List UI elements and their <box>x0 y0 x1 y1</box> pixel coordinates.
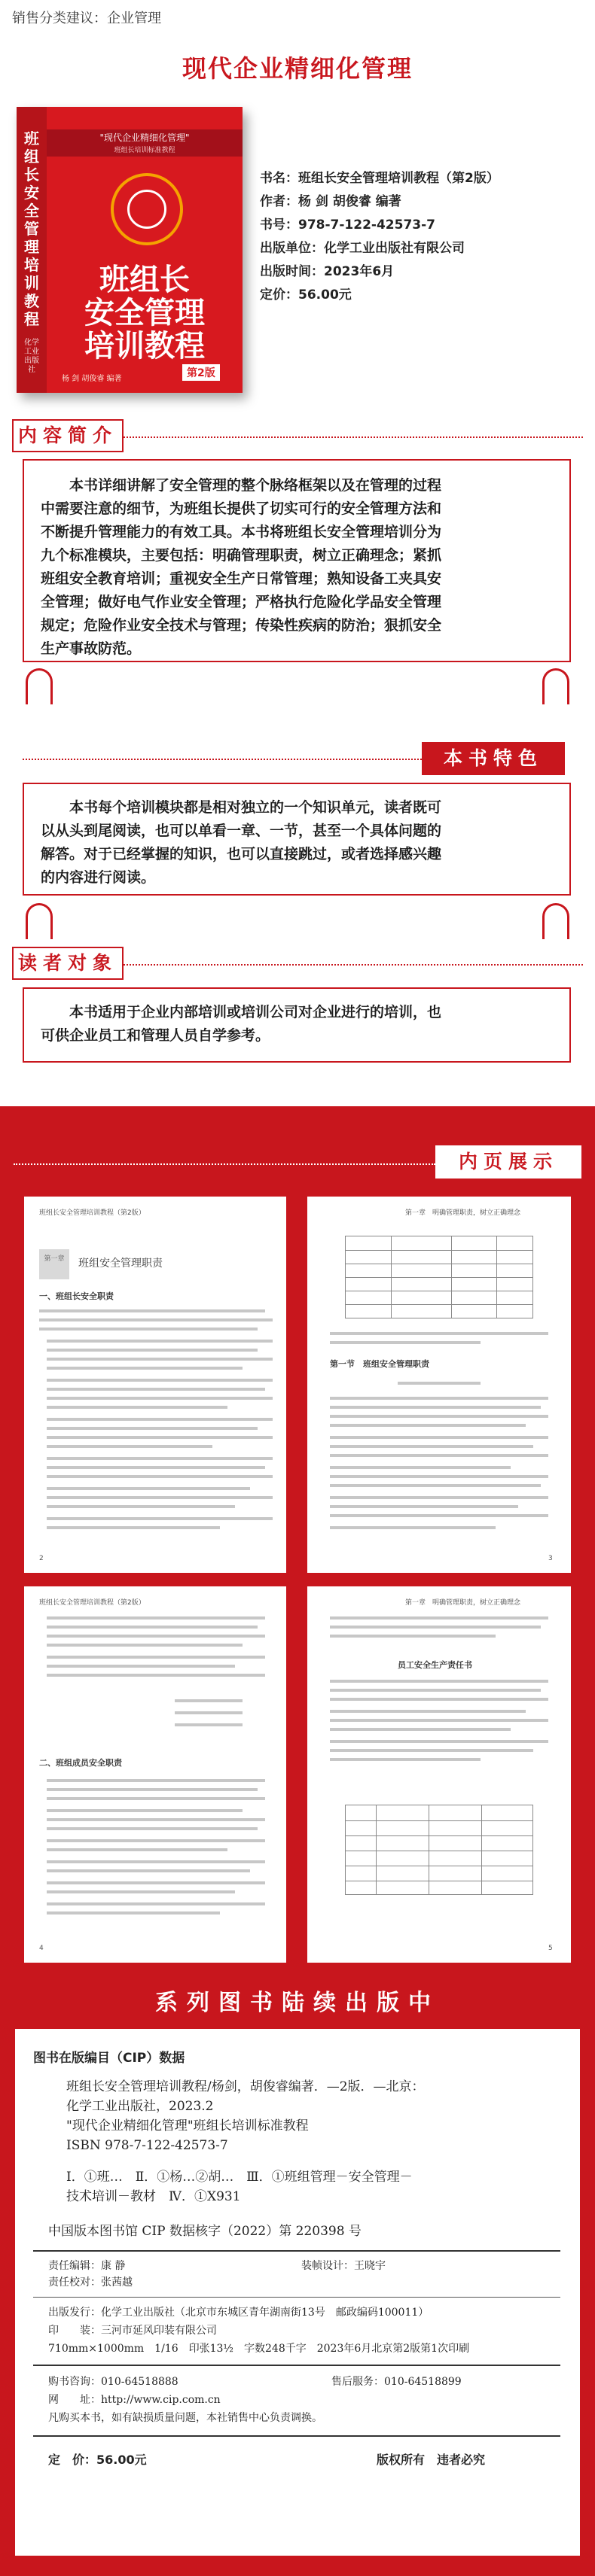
cip-rights: 版权所有 违者必究 <box>377 2453 486 2467</box>
cip-line-1: 班组长安全管理培训教程/杨剑，胡俊睿编著．—2版．—北京： <box>66 2079 425 2094</box>
cover-spine-title: 班组长安全管理培训教程 <box>24 129 39 328</box>
section-intro-label: 内容简介 <box>12 419 124 452</box>
cip-line-4: ISBN 978-7-122-42573-7 <box>66 2138 228 2153</box>
features-line-2: 以从头到尾阅读，也可以单看一章、一节，甚至一个具体问题的 <box>41 823 442 839</box>
intro-line-8: 生产事故防范。 <box>41 640 142 657</box>
spec-line: 710mm×1000mm 1/16 印张13½ 字数248千字 2023年6月北京第2版第1次印刷 <box>48 2343 470 2355</box>
page-header: 班组长安全管理培训教程（第2版） <box>39 1209 145 1217</box>
page-subtitle: 员工安全生产责任书 <box>398 1660 472 1670</box>
website[interactable]: 网 址：http://www.cip.com.cn <box>48 2394 221 2406</box>
book-info <box>260 167 584 307</box>
page-table <box>345 1236 533 1318</box>
cover-title-line2: 安全管理 <box>84 296 205 330</box>
cip-price: 定 价：56.00元 <box>48 2453 147 2467</box>
cip-class-2: 技术培训－教材 Ⅳ．①X931 <box>66 2189 241 2204</box>
info-price: 定价：56.00元 <box>260 287 352 303</box>
cip-number: 中国版本图书馆 CIP 数据核字（2022）第 220398 号 <box>48 2224 362 2239</box>
shield-people-icon <box>111 173 183 245</box>
cip-heading: 图书在版编目（CIP）数据 <box>33 2051 185 2066</box>
cip-class-1: Ⅰ．①班… Ⅱ．①杨…②胡… Ⅲ．①班组管理－安全管理－ <box>66 2170 413 2185</box>
proofreader: 责任校对：张茜越 <box>48 2276 133 2289</box>
cover-author: 杨 剑 胡俊睿 编著 <box>62 375 122 383</box>
info-title: 书名：班组长安全管理培训教程（第2版） <box>260 171 499 186</box>
divider <box>14 1163 435 1165</box>
series-title: 现代企业精细化管理 <box>182 54 413 83</box>
readers-line-2: 可供企业员工和管理人员自学参考。 <box>41 1027 270 1044</box>
page-header: 第一章 明确管理职责，树立正确理念 <box>405 1209 521 1217</box>
divider <box>121 964 583 966</box>
hook-right <box>542 668 569 704</box>
section-features-label: 本书特色 <box>422 742 565 775</box>
divider <box>121 436 583 438</box>
intro-line-1: 本书详细讲解了安全管理的整个脉络框架以及在管理的过程 <box>69 477 442 494</box>
designer: 装帧设计：王晓宇 <box>301 2260 386 2272</box>
divider <box>23 759 422 760</box>
intro-line-2: 中需要注意的细节，为班组长提供了切实可行的安全管理方法和 <box>41 500 442 517</box>
cover-spine-publisher: 化学工业出版社 <box>24 339 39 374</box>
section-readers-label: 读者对象 <box>12 947 124 980</box>
page-header: 班组长安全管理培训教程（第2版） <box>39 1599 145 1607</box>
intro-line-4: 九个标准模块，主要包括：明确管理职责，树立正确理念；紧抓 <box>41 547 442 564</box>
intro-line-6: 全管理；做好电气作业安全管理；严格执行危险化学品安全管理 <box>41 594 442 610</box>
features-line-3: 解答。对于已经掌握的知识，也可以直接跳过，或者选择感兴趣 <box>41 846 442 862</box>
book-cover <box>17 107 243 393</box>
cip-line-3: "现代企业精细化管理"班组长培训标准教程 <box>66 2118 309 2133</box>
intro-line-7: 规定；危险作业安全技术与管理；传染性疾病的防治；狠抓安全 <box>41 617 442 634</box>
page-title: 班组安全管理职责 <box>78 1258 163 1270</box>
hook-left <box>26 903 53 939</box>
page-preview-1: 班组长安全管理培训教程（第2版） 第一章 班组安全管理职责 一、班组长安全职责 2 <box>24 1197 286 1573</box>
features-line-4: 的内容进行阅读。 <box>41 869 156 886</box>
cover-series: "现代企业精细化管理" <box>99 132 190 143</box>
cover-title-line3: 培训教程 <box>84 329 205 363</box>
page-subtitle: 二、班组成员安全职责 <box>39 1758 122 1768</box>
service-phone: 售后服务：010-64518899 <box>331 2376 462 2388</box>
page-preview-3: 班组长安全管理培训教程（第2版） 二、班组成员安全职责 4 <box>24 1586 286 1963</box>
page-preview-2: 第一章 明确管理职责，树立正确理念 第一节 班组安全管理职责 3 <box>307 1197 571 1573</box>
editor-responsible: 责任编辑：康 静 <box>48 2260 126 2272</box>
readers-line-1: 本书适用于企业内部培训或培训公司对企业进行的培训，也 <box>69 1004 442 1020</box>
page-table <box>345 1805 533 1895</box>
page-subtitle: 一、班组长安全职责 <box>39 1291 114 1301</box>
quality-note: 凡购买本书，如有缺损质量问题，本社销售中心负责调换。 <box>48 2412 322 2424</box>
series-publish-banner: 系列图书陆续出版中 <box>155 1990 440 2016</box>
hook-left <box>26 668 53 704</box>
intro-line-5: 班组安全教育培训；重视安全生产日常管理；熟知设备工夹具安 <box>41 570 442 587</box>
page-subtitle: 第一节 班组安全管理职责 <box>330 1359 429 1369</box>
category-label: 销售分类建议：企业管理 <box>12 11 161 26</box>
page-header: 第一章 明确管理职责，树立正确理念 <box>405 1599 521 1607</box>
cip-line-2: 化学工业出版社，2023.2 <box>66 2099 214 2114</box>
page-preview-4: 第一章 明确管理职责，树立正确理念 员工安全生产责任书 5 <box>307 1586 571 1963</box>
info-publisher: 出版单位：化学工业出版社有限公司 <box>260 241 465 256</box>
cover-edition: 第2版 <box>182 364 220 381</box>
section-pages-label: 内页展示 <box>435 1145 581 1179</box>
features-line-1: 本书每个培训模块都是相对独立的一个知识单元，读者既可 <box>69 799 442 816</box>
chapter-tag: 第一章 <box>39 1249 69 1279</box>
info-author: 作者：杨 剑 胡俊睿 编著 <box>260 194 401 209</box>
purchase-phone: 购书咨询：010-64518888 <box>48 2376 178 2388</box>
info-isbn: 书号：978-7-122-42573-7 <box>260 217 435 233</box>
publisher-line: 出版发行：化学工业出版社（北京市东城区青年湖南街13号 邮政编码100011） <box>48 2307 429 2319</box>
cover-series-sub: 班组长培训标准教程 <box>114 147 175 154</box>
printer-line: 印 装：三河市延风印装有限公司 <box>48 2325 217 2337</box>
cover-title-line1: 班组长 <box>99 263 190 297</box>
hook-right <box>542 903 569 939</box>
cip-page <box>15 2029 580 2556</box>
intro-line-3: 不断提升管理能力的有效工具。本书将班组长安全管理培训分为 <box>41 524 442 540</box>
info-date: 出版时间：2023年6月 <box>260 264 395 279</box>
